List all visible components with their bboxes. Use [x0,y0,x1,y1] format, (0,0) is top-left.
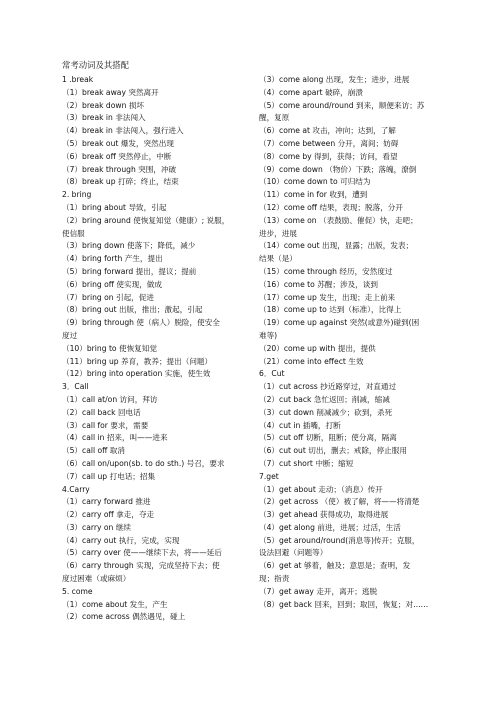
entry-line: （7）get away 走开，离开；逃脱 [259,586,378,596]
entry-line: （5）get around/round(消息等)传开；克服， [259,535,420,545]
entry-line: （13）come on （表鼓励、催促）快，走吧； [259,215,418,225]
entry-continuation: 度过 [62,330,78,340]
entry-line: （4）get along 前进，进展；过活，生活 [259,522,401,532]
entry-line: （4）carry out 执行，完成，实现 [62,535,180,545]
entry-line: （18）come up to 达到（标准），比得上 [259,305,402,315]
entry-line: （8）bring out 出版，推出；激起，引起 [62,305,203,315]
entry-line: （2）get across （使）被了解，将——将清楚 [259,497,420,507]
entry-continuation: 进步，进展 [259,228,297,238]
entry-line: （1）cut across 抄近路穿过，对直通过 [259,382,397,392]
entry-line: （1）call at/on 访问，拜访 [62,394,158,404]
entry-line: （3）break in 非法闯入 [62,113,146,123]
section-heading: 5. come [62,586,93,596]
entry-continuation: 难等) [259,330,278,340]
entry-line: （6）break off 突然停止，中断 [62,151,172,161]
entry-line: （10）come down to 可归结为 [259,177,371,187]
entry-line: （3）carry on 继续 [62,522,131,532]
entry-line: （1）come about 发生，产生 [62,599,168,609]
entry-line: （3）get ahead 获得成功，取得进展 [259,510,389,520]
entry-line: （2）cut back 急忙返回；削减，缩减 [259,394,390,404]
entry-line: （5）bring forward 提出，提议；提前 [62,266,197,276]
entry-line: （8）break up 打碎；终止，结束 [62,177,179,187]
left-column [62,74,252,624]
entry-line: （4）cut in 插嘴，打断 [259,420,341,430]
entry-continuation: 设法回避（问题等） [259,548,328,558]
entry-line: （4）come apart 破碎，崩溃 [259,87,363,97]
section-heading: 7.get [259,471,279,481]
entry-line: （15）come through 经历，安然度过 [259,266,393,276]
entry-line: （7）call up 打电话；招集 [62,471,156,481]
entry-line: （12）bring into operation 实施，使生效 [62,369,211,379]
entry-line: （6）get at 够着，触及；意思是；查明，发 [259,561,411,571]
entry-line: （16）come to 苏醒；涉及，谈到 [259,279,378,289]
section-heading: 4.Carry [62,484,90,494]
entry-line: （4）break in 非法闯入，强行进入 [62,126,184,136]
entry-line: （5）carry over 使——继续下去，将——延后 [62,548,222,558]
entry-line: （14）come out 出现，显露；出版，发表； [259,241,414,251]
entry-line: （10）bring to 使恢复知觉 [62,343,157,353]
entry-line: （3）come along 出现，发生；进步，进展 [259,75,410,84]
section-heading: 1 .break [62,75,94,84]
entry-line: （9）bring through 使（病人）脱险，使安全 [62,318,220,328]
entry-line: （2）break down 损坏 [62,100,145,110]
entry-continuation: 度过困难（或麻烦） [62,574,131,584]
entry-continuation: 醒，复原 [259,113,290,123]
entry-line: （11）come in for 收到，遭到 [259,190,368,200]
entry-line: （6）call on/upon(sb. to do sth.) 号召，要求 [62,458,225,468]
entry-line: （4）call in 招来，叫——进来 [62,433,168,443]
entry-line: （5）break out 爆发，突然出现 [62,138,174,148]
entry-line: （8）get back 回来，回到；取回，恢复；对…… [259,599,429,609]
entry-line: （2）call back 回电话 [62,407,141,417]
entry-line: （3）cut down 削减减少；砍到，杀死 [259,407,393,417]
entry-line: （2）come across 偶然遇见，碰上 [62,612,186,622]
entry-line: （9）come down （物价）下跌；落魄，潦倒 [259,164,417,174]
entry-continuation: 使信服 [62,228,85,238]
entry-line: （3）call for 要求，需要 [62,420,149,430]
entry-line: （7）come between 分开，离间；妨碍 [259,138,399,148]
entry-line: （1）carry forward 推进 [62,497,151,507]
entry-continuation: 现；指责 [259,574,290,584]
page-title: 常考动词及其搭配 [62,60,129,70]
entry-line: （6）come at 攻击，冲向；达到，了解 [259,126,396,136]
entry-continuation: 结果（是） [259,254,297,264]
entry-line: （5）cut off 切断，阻断；使分离，隔离 [259,433,397,443]
entry-line: （20）come up with 提出，提供 [259,343,376,353]
entry-line: （2）bring around 使恢复知觉（健康）; 说服， [62,215,230,225]
entry-line: （1）bring about 导致，引起 [62,202,167,212]
section-heading: 3．Call [62,382,89,392]
entry-line: （2）carry off 拿走，夺走 [62,510,155,520]
entry-line: （19）come up against 突然(或意外)碰到(困 [259,318,420,328]
section-heading: 6．Cut [259,369,285,379]
entry-line: （1）get about 走动；（消息）传开 [259,484,383,494]
entry-line: （11）bring up 养育，教养；提出（问题） [62,356,213,366]
entry-line: （1）break away 突然离开 [62,87,159,97]
entry-line: （12）come off 结果，表现；脱落，分开 [259,202,403,212]
entry-line: （8）come by 得到，获得；访问，看望 [259,151,398,161]
right-column [259,74,441,611]
entry-line: （7）cut short 中断；缩短 [259,458,354,468]
entry-line: （21）come into effect 生效 [259,356,364,366]
section-heading: 2. bring [62,190,92,200]
entry-line: （3）bring down 使落下；降低，减少 [62,241,196,251]
entry-line: （7）bring on 引起，促进 [62,292,154,302]
entry-line: （4）bring forth 产生，提出 [62,254,163,264]
entry-line: （5）call off 取消 [62,446,125,456]
entry-line: （6）carry through 实现，完成坚持下去；使 [62,561,220,571]
entry-line: （6）bring off 使实现，做成 [62,279,162,289]
entry-line: （5）come around/round 到来，顺便来访；苏 [259,100,425,110]
entry-line: （6）cut out 切出，删去；戒除，停止服用 [259,446,407,456]
entry-line: （17）come up 发生，出现；走上前来 [259,292,396,302]
entry-line: （7）break through 突围，冲破 [62,164,177,174]
